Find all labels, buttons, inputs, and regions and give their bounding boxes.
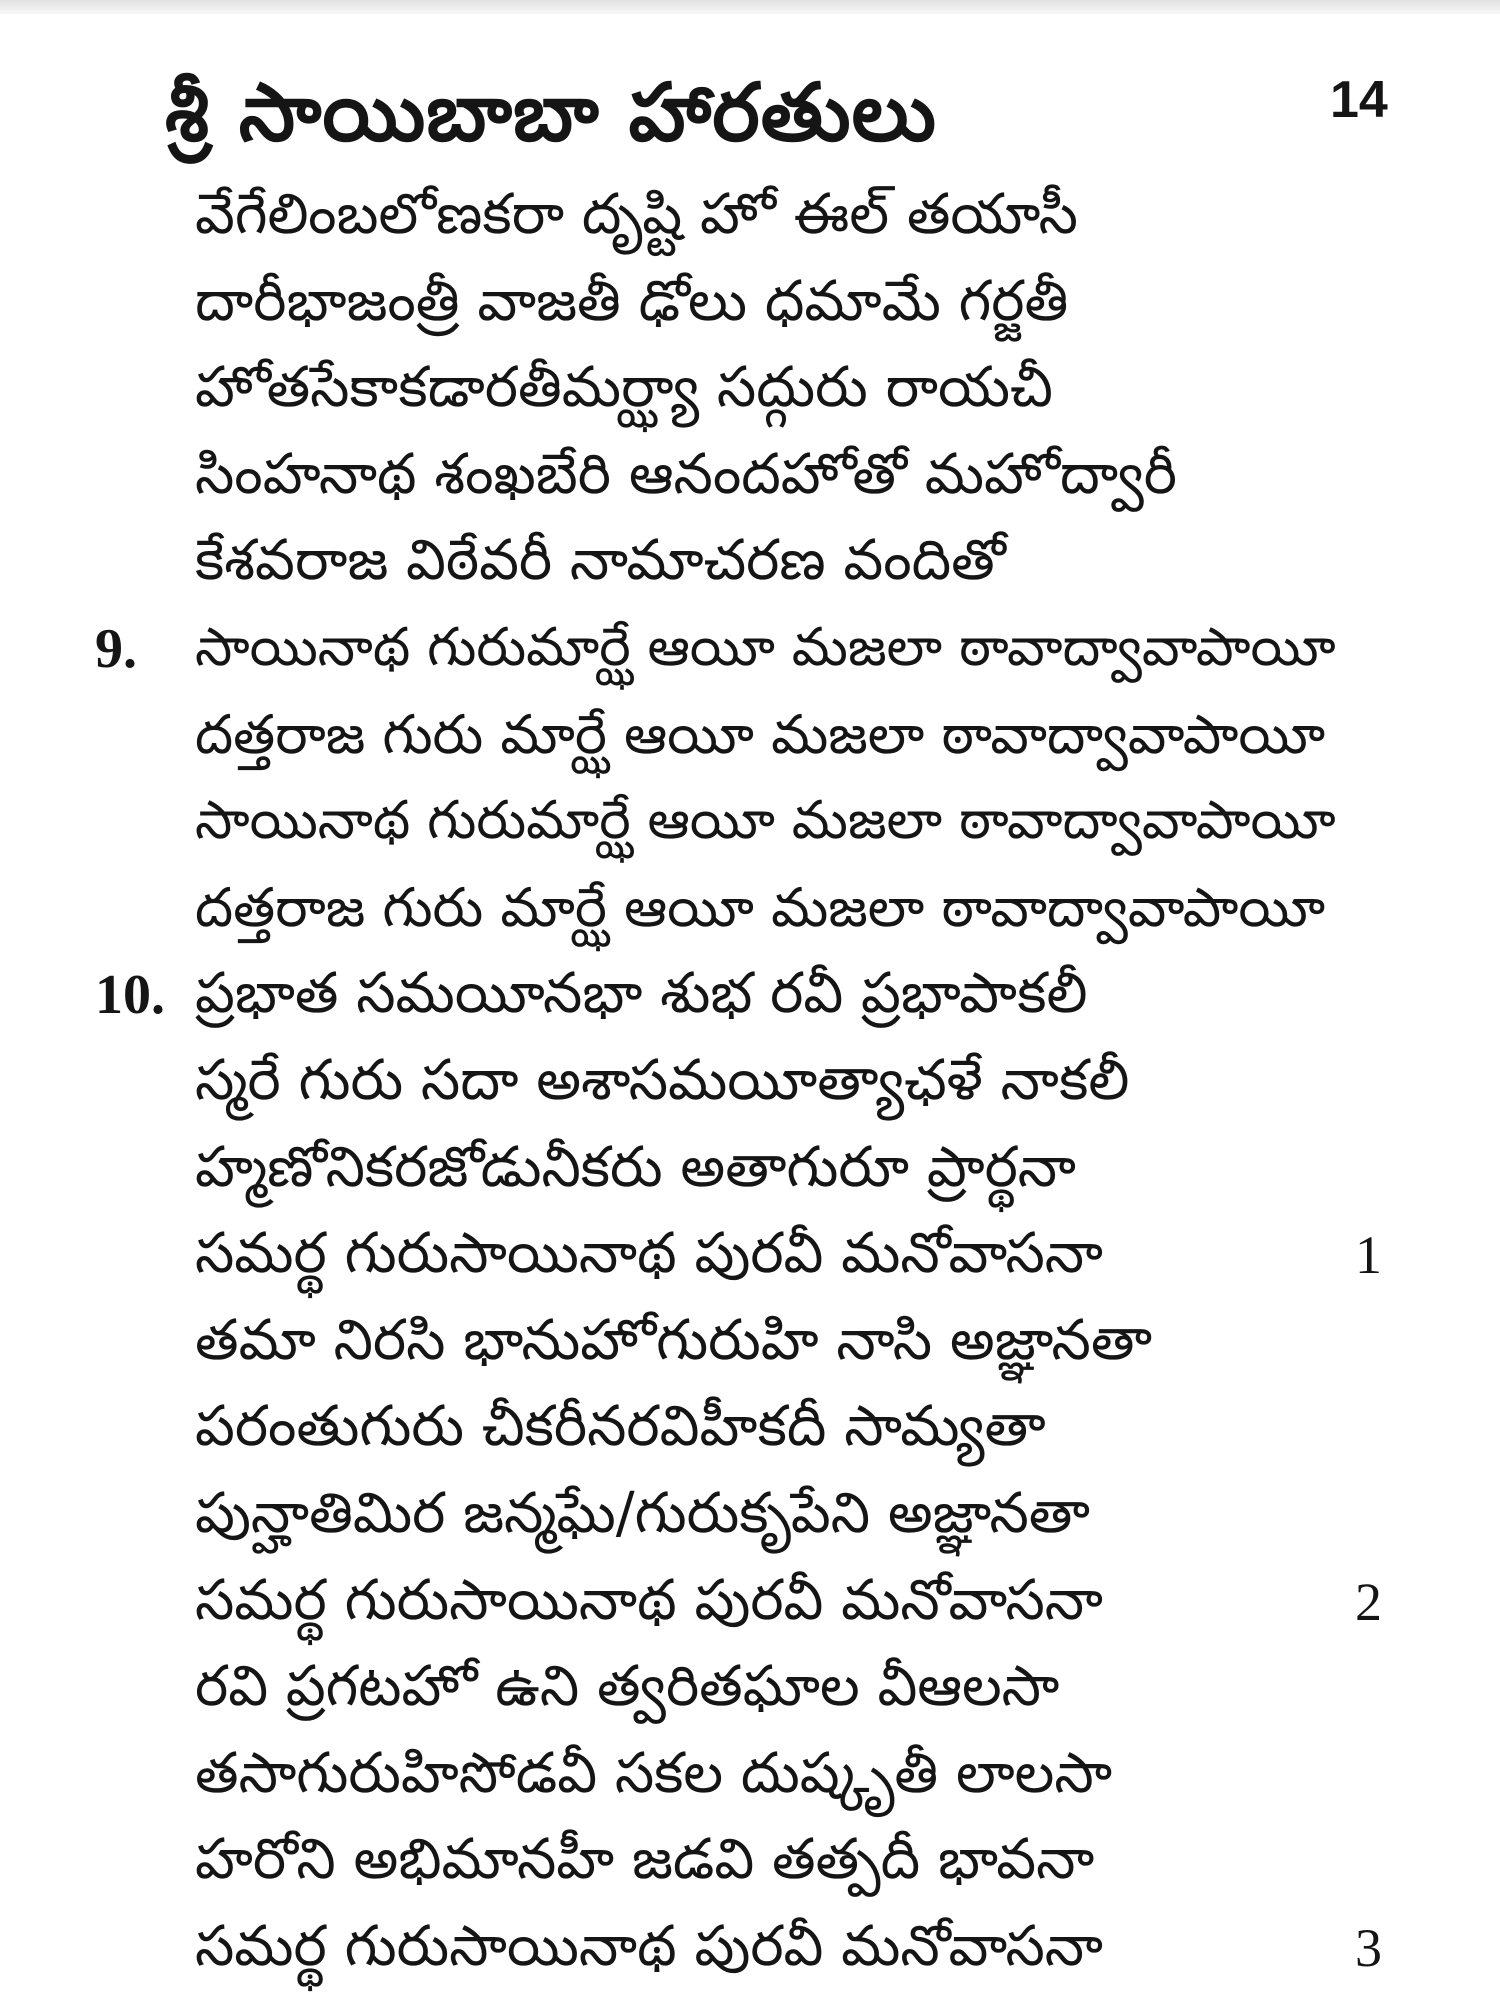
verse-line [0, 1387, 1500, 1475]
verse-line-text: సింహనాథ శంఖబేరి ఆనందహోతో మహోద్వారీ [195, 442, 1177, 507]
page-header [0, 60, 1500, 170]
verse-line-text: పున్హాతిమిర జన్మఘే/గురుకృపేని అజ్ఞానతా [195, 1481, 1090, 1546]
verse-line [0, 1301, 1500, 1389]
verse-line-text: సమర్థ గురుసాయినాథ పురవీ మనోవాసనా [195, 1221, 1103, 1286]
verse-line-text: సాయినాథ గురుమార్ఝే ఆయీ మజలా ఠావాద్వావాపాయీ [195, 790, 1336, 851]
verse-line-text: వేగేలింబలోణకరా దృష్టి హో ఈల్ తయాసీ [195, 182, 1078, 247]
verse-line-text: హోతసేకాకడారతీమర్ఝ్యా సద్గురు రాయచీ [195, 355, 1053, 420]
verse-line-text: హ్మణోనికరజోడునీకరు అతాగురూ ప్రార్థనా [195, 1135, 1076, 1200]
verse-line [0, 608, 1500, 696]
verse-line-text: దత్తరాజ గురు మార్ఝే ఆయీ మజలా ఠావాద్వావాపాయీ [195, 876, 1326, 939]
page-number: 14 [1330, 71, 1388, 129]
verse-line [0, 781, 1500, 869]
verse-line [0, 1474, 1500, 1562]
verse-line [0, 695, 1500, 783]
verse-line-text: ప్రభాత సమయీనభా శుభ రవీ ప్రభాపాకలీ [195, 961, 1088, 1026]
verse-number: 9. [95, 618, 137, 680]
verse-number: 10. [95, 964, 165, 1026]
verse-line [0, 1647, 1500, 1735]
verse-line-text: తసాగురుహిసోడవీ సకల దుష్కృతీ లాలసా [195, 1741, 1113, 1806]
verse-line-text: దారీభాజంత్రీ వాజతీ ఢోలు ధమామే గర్జతీ [195, 269, 1069, 334]
scan-top-edge [0, 0, 1500, 14]
verse-line [0, 1128, 1500, 1216]
verse-line-text: తమా నిరసి భానుహోగురుహి నాసి అజ్ఞానతా [195, 1308, 1153, 1373]
stanza-number: 2 [1355, 1572, 1382, 1632]
verse-line [0, 1214, 1500, 1302]
verse-line [0, 348, 1500, 436]
verse-line [0, 175, 1500, 263]
verse-line [0, 868, 1500, 956]
verse-line-text: కేశవరాజ విఠేవరీ నామాచరణ వందితో [195, 528, 1006, 593]
verse-line-text: రవి ప్రగటహో ఉని త్వరితఘాల వీఆలసా [195, 1654, 1060, 1719]
verse-line [0, 435, 1500, 523]
verse-line-text: సమర్థ గురుసాయినాథ పురవీ మనోవాసనా [195, 1914, 1103, 1979]
verse-line [0, 954, 1500, 1042]
verse-line [0, 262, 1500, 350]
verse-line [0, 1820, 1500, 1908]
verse-line-text: సమర్థ గురుసాయినాథ పురవీ మనోవాసనా [195, 1568, 1103, 1633]
verse-line [0, 521, 1500, 609]
verse-line-text: పరంతుగురు చీకరీనరవిహీకదీ సామ్యతా [195, 1394, 1046, 1459]
verse-line-text: సాయినాథ గురుమార్ఝే ఆయీ మజలా ఠావాద్వావాపాయీ [195, 617, 1336, 678]
verse-line-text: హరోని అభిమానహీ జడవి తత్పదీ భావనా [195, 1827, 1095, 1892]
stanza-number: 3 [1355, 1918, 1382, 1978]
stanza-number: 1 [1355, 1225, 1382, 1285]
verse-line [0, 1041, 1500, 1129]
page-title: శ్రీ సాయిబాబా హారతులు [165, 66, 937, 159]
verse-line [0, 1561, 1500, 1649]
verse-line [0, 1734, 1500, 1822]
verse-line [0, 1907, 1500, 1995]
verse-line-text: స్మరే గురు సదా అశాసమయీత్యాఛళే నాకలీ [195, 1048, 1130, 1113]
verse-line-text: దత్తరాజ గురు మార్ఝే ఆయీ మజలా ఠావాద్వావాపాయీ [195, 703, 1326, 766]
